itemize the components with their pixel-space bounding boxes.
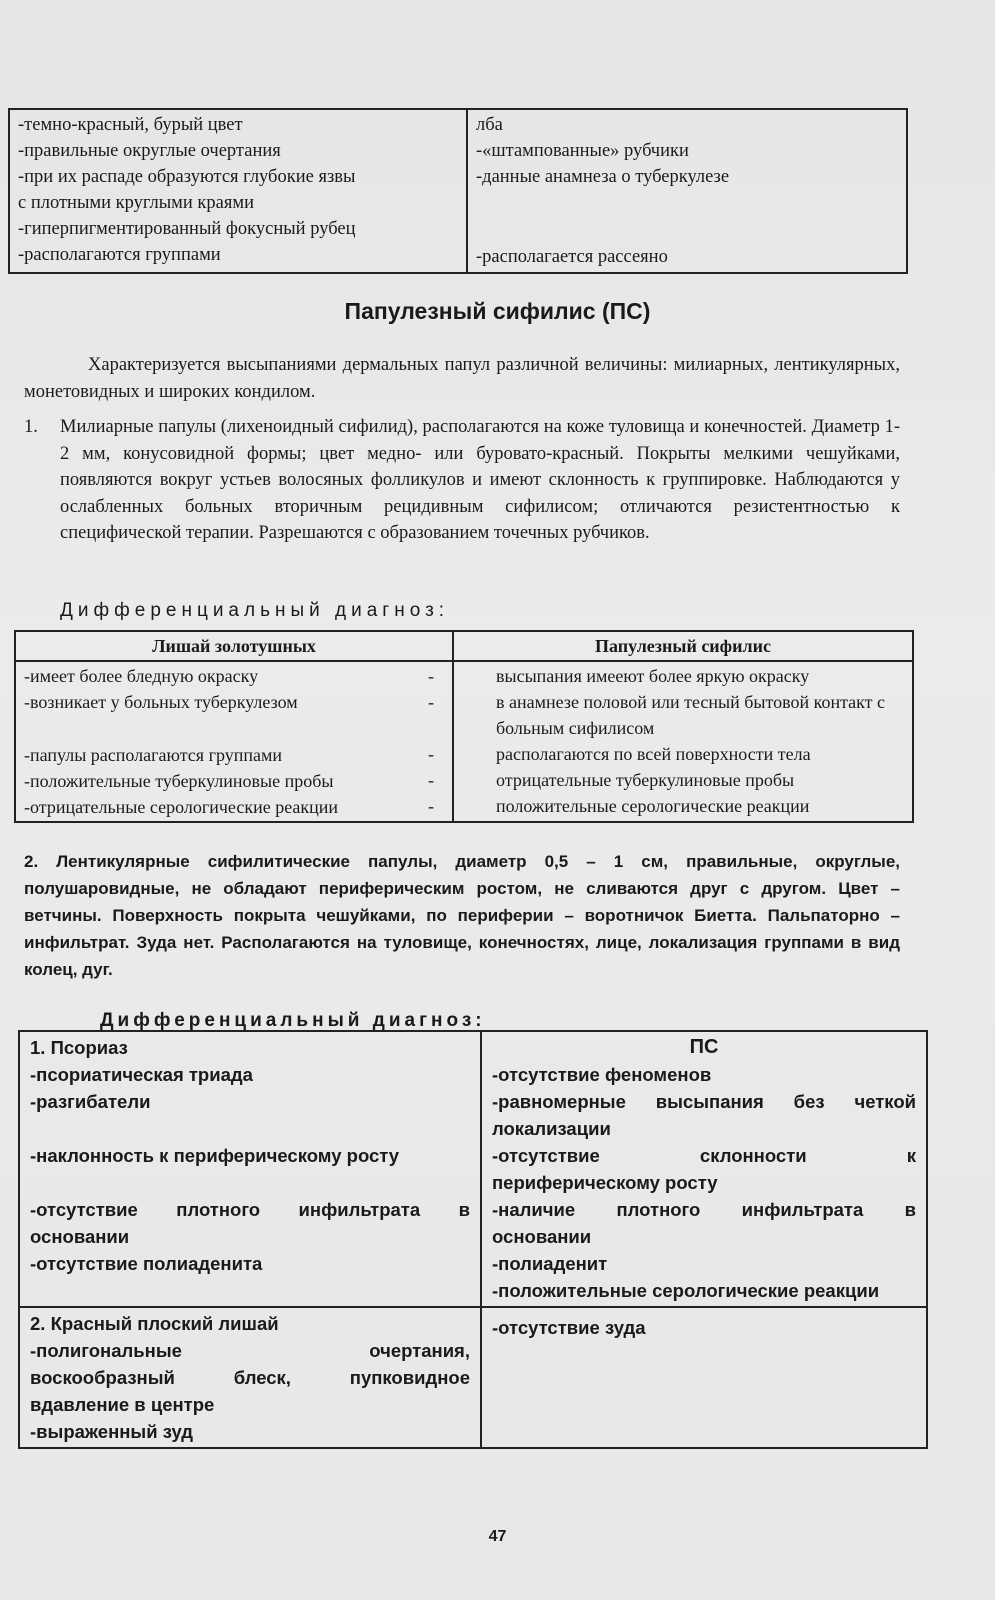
differential-diagnosis-title: Дифференциальный диагноз:	[60, 600, 450, 621]
list-number: 1.	[24, 417, 38, 437]
text-line: основании	[492, 1226, 592, 1247]
list-item: - располагаются по всей поверхности тела	[428, 744, 811, 764]
table-left-cell	[19, 1307, 481, 1448]
text-line: -папулы располагаются группами	[24, 745, 283, 765]
text-line: -данные анамнеза о туберкулезе	[476, 167, 730, 187]
section-heading: Папулезный сифилис (ПС)	[344, 298, 651, 324]
table-left-cell	[15, 661, 453, 822]
text-line: -правильные округлые очертания	[18, 141, 281, 161]
text-line: -равномерные высыпания без четкой	[492, 1091, 916, 1112]
text-line: с плотными круглыми краями	[18, 193, 254, 213]
top-table-right-cell	[467, 109, 907, 273]
table-header-left: Лишай золотушных	[15, 631, 453, 661]
subheading: 1. Псориаз	[30, 1037, 128, 1058]
text-line: -положительные туберкулиновые пробы	[24, 771, 334, 791]
text-line: -наклонность к периферическому росту	[30, 1145, 400, 1166]
list-item-text: Милиарные папулы (лихеноидный сифилид), располагаются на коже туловища и конечностей. Диаметр 1-2 мм, конусовидной формы; цвет медно- или буровато-красный. Покрыты мелкими чешуйками, появляются вокруг устьев волосяных фолликулов и имеют склонность к группировке. Наблюдаются у ослабленных больных вторичным рецидивным сифилисом; отличаются резистентностью к специфической терапии. Разрешаются с образованием точечных рубчиков.	[60, 417, 900, 543]
table-right-cell	[481, 1307, 927, 1448]
table-right-cell	[481, 1031, 927, 1307]
text-line: -располагаются группами	[18, 245, 221, 265]
text-line: воскообразный блеск, пупковидное	[30, 1367, 470, 1388]
table-left-cell	[19, 1031, 481, 1307]
differential-diagnosis-title: Дифференциальный диагноз:	[100, 1010, 486, 1031]
subheading: 2. Красный плоский лишай	[30, 1313, 279, 1334]
list-item: - высыпания имееют более яркую окраску	[428, 666, 810, 686]
text-line: -наличие плотного инфильтрата в	[492, 1199, 916, 1220]
table-right-cell	[428, 661, 913, 822]
text-line: -отрицательные серологические реакции	[24, 797, 339, 817]
text-line: -отсутствие феноменов	[492, 1064, 712, 1085]
text-line: -гиперпигментированный фокусный рубец	[18, 219, 356, 239]
text-line: -располагается рассеяно	[476, 247, 668, 267]
text-line: локализации	[492, 1118, 611, 1139]
text-line: -при их распаде образуются глубокие язвы	[18, 167, 356, 187]
text-line: -отсутствие зуда	[492, 1317, 646, 1338]
page-number: 47	[488, 1528, 507, 1545]
list-item: - в анамнезе половой или тесный бытовой контакт с больным сифилисом	[428, 692, 886, 738]
text-line: -возникает у больных туберкулезом	[24, 692, 298, 712]
text-line: вдавление в центре	[30, 1394, 215, 1415]
text-line: -разгибатели	[30, 1091, 151, 1112]
text-line: -полиаденит	[492, 1253, 608, 1274]
text-line: лба	[476, 115, 503, 135]
list-item-1	[24, 414, 900, 547]
list-item-2: 2. Лентикулярные сифилитические папулы, диаметр 0,5 – 1 см, правильные, округлые, полушаровидные, не обладают периферическим ростом, не сливаются друг с другом. Цвет – ветчины. Поверхность покрыта чешуйками, по периферии – воротничок Биетта. Пальпаторно – инфильтрат. Зуда нет. Располагаются на туловище, конечностях, лице, локализация группами в вид колец, дуг.	[24, 852, 900, 979]
intro-paragraph: Характеризуется высыпаниями дермальных папул различной величины: милиарных, лентикулярных, монетовидных и широких кондилом.	[24, 355, 900, 402]
table-header-right: Папулезный сифилис	[453, 631, 913, 661]
text-line: -«штампованные» рубчики	[476, 141, 689, 161]
list-item: - отрицательные туберкулиновые пробы	[428, 770, 795, 790]
text-line: периферическому росту	[492, 1172, 718, 1193]
top-table-left-cell	[9, 109, 467, 273]
text-line: -темно-красный, бурый цвет	[18, 115, 243, 135]
text-line: основании	[30, 1226, 130, 1247]
differential-table-2	[18, 1030, 928, 1449]
text-line: -полигональные очертания,	[30, 1340, 470, 1361]
comparison-table-top	[8, 108, 908, 274]
text-line: -псориатическая триада	[30, 1064, 253, 1085]
text-line: -имеет более бледную окраску	[24, 666, 259, 686]
text-line: -отсутствие склонности к	[492, 1145, 916, 1166]
text-line: -положительные серологические реакции	[492, 1280, 880, 1301]
text-line: -отсутствие полиаденита	[30, 1253, 263, 1274]
table-header-right: ПС	[689, 1036, 719, 1058]
list-item: - положительные серологические реакции	[428, 796, 810, 816]
text-line: -выраженный зуд	[30, 1421, 194, 1442]
text-line: -отсутствие плотного инфильтрата в	[30, 1199, 470, 1220]
differential-table-1	[14, 630, 914, 823]
